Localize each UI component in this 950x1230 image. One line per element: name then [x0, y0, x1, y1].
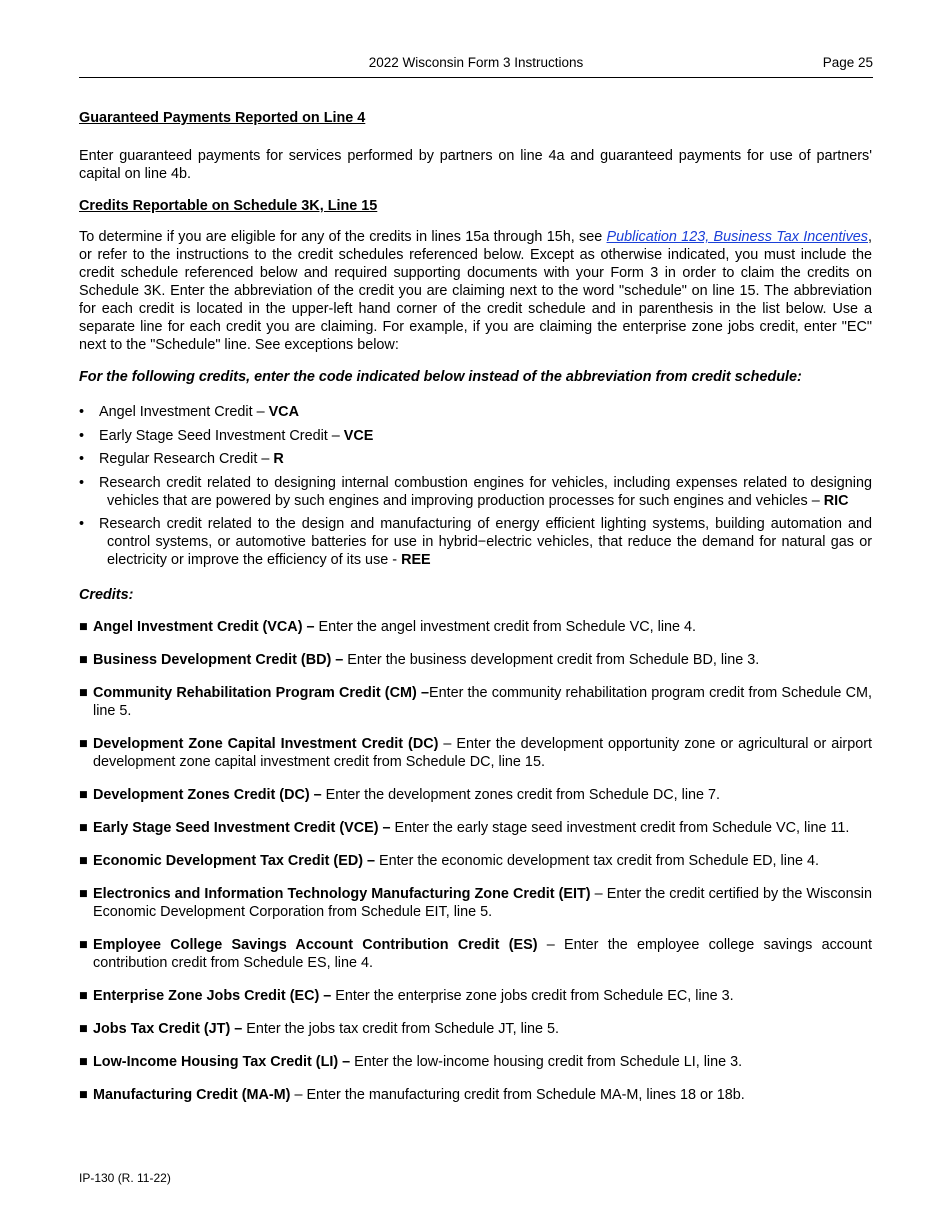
credits-list [79, 618, 872, 1104]
square-bullet-icon: ■ [79, 852, 88, 869]
page-content [79, 109, 872, 1119]
square-bullet-icon: ■ [79, 651, 88, 668]
credits-heading: Credits: [79, 586, 134, 603]
credit-item-ed: ■ Economic Development Tax Credit (ED) – Enter the economic development tax credit from Schedule ED, line 4. [79, 852, 819, 869]
square-bullet-icon: ■ [79, 1086, 88, 1103]
bullet-icon: • [79, 404, 85, 420]
square-bullet-icon: ■ [79, 1053, 88, 1070]
square-bullet-icon: ■ [79, 618, 88, 635]
credit-code: VCE [343, 427, 374, 444]
square-bullet-icon: ■ [79, 987, 88, 1004]
bullet-icon: • [79, 427, 85, 444]
square-bullet-icon: ■ [79, 786, 88, 803]
credit-item-eit: ■ Electronics and Information Technology Manufacturing Zone Credit (EIT) – Enter the credit certified by the Wisconsin Economic Development Corporation from Schedule EIT, line 5. [79, 885, 872, 920]
list-item: • Research credit related to designing internal combustion engines for vehicles, including expenses related to designing vehicles that are powered by such engines and improving production processes for such engines and vehicles – RIC [79, 474, 872, 509]
list-item: • Regular Research Credit – R [79, 451, 284, 467]
credit-code: VCA [268, 404, 299, 420]
credit-item-li: ■ Low-Income Housing Tax Credit (LI) – Enter the low-income housing credit from Schedule LI, line 3. [79, 1053, 743, 1070]
square-bullet-icon: ■ [79, 885, 88, 902]
credit-item-jt: ■ Jobs Tax Credit (JT) – Enter the jobs tax credit from Schedule JT, line 5. [79, 1020, 560, 1037]
credit-item-vca: ■ Angel Investment Credit (VCA) – Enter the angel investment credit from Schedule VC, line 4. [79, 618, 697, 635]
section-heading-credits-reportable: Credits Reportable on Schedule 3K, Line 15 [79, 198, 378, 214]
credit-item-bd: ■ Business Development Credit (BD) – Enter the business development credit from Schedule BD, line 3. [79, 651, 760, 668]
credits-intro-paragraph [79, 228, 872, 354]
credit-item-ec: ■ Enterprise Zone Jobs Credit (EC) – Enter the enterprise zone jobs credit from Schedule EC, line 3. [79, 987, 734, 1004]
square-bullet-icon: ■ [79, 735, 88, 752]
bullet-icon: • [79, 474, 85, 491]
credit-code: RIC [823, 492, 849, 509]
page-header [79, 55, 873, 78]
credit-item-cm: ■ Community Rehabilitation Program Credit (CM) –Enter the community rehabilitation program credit from Schedule CM, line 5. [79, 684, 872, 719]
credit-item-ma-m: ■ Manufacturing Credit (MA-M) – Enter the manufacturing credit from Schedule MA-M, lines 18 or 18b. [79, 1086, 745, 1103]
credit-item-es: ■ Employee College Savings Account Contribution Credit (ES) – Enter the employee college savings account contribution credit from Schedule ES, line 4. [79, 936, 872, 971]
credit-item-dc-capital: ■ Development Zone Capital Investment Credit (DC) – Enter the development opportunity zone or agricultural or airport development zone capital investment credit from Schedule DC, line 15. [79, 735, 872, 770]
page-number: Page 25 [822, 55, 873, 70]
square-bullet-icon: ■ [79, 819, 88, 836]
list-item: • Research credit related to the design and manufacturing of energy efficient lighting systems, building automation and control systems, or automotive batteries for use in hybrid−electric vehicles, that reduce the demand for natural gas or electricity or improve the efficiency of its use - REE [79, 516, 872, 568]
intro-text-start: To determine if you are eligible for any of the credits in lines 15a through 15h, see [79, 229, 607, 245]
intro-text-end: , or refer to the instructions to the credit schedules referenced below. Except as otherwise indicated, you must include the credit schedule referenced below and required supporting documents with your Form 3 in order to claim the credits on Schedule 3K. Enter the abbreviation of the credit you are claiming next to the word "schedule" on line 15. The abbreviation for each credit is located in the upper-left hand corner of the credit schedule and in parenthesis in the list below. Use a separate line for each credit you are claiming. For example, if you are claiming the enterprise zone jobs credit, enter "EC" next to the "Schedule" line. See exceptions below: [79, 229, 872, 353]
credit-item-dc-zones: ■ Development Zones Credit (DC) – Enter the development zones credit from Schedule DC, line 7. [79, 786, 721, 803]
section-heading-guaranteed-payments: Guaranteed Payments Reported on Line 4 [79, 110, 366, 126]
publication-123-link[interactable]: Publication 123, Business Tax Incentives [606, 229, 868, 245]
square-bullet-icon: ■ [79, 684, 88, 701]
document-title: 2022 Wisconsin Form 3 Instructions [368, 55, 584, 70]
square-bullet-icon: ■ [79, 1020, 88, 1037]
square-bullet-icon: ■ [79, 936, 88, 953]
credit-code: R [273, 451, 284, 467]
code-list [79, 403, 872, 569]
list-item: • Angel Investment Credit – VCA [79, 404, 299, 420]
credit-code: REE [401, 552, 431, 568]
form-id-footer: IP-130 (R. 11-22) [79, 1171, 171, 1185]
list-item: • Early Stage Seed Investment Credit – VCE [79, 427, 374, 444]
bullet-icon: • [79, 516, 85, 532]
guaranteed-payments-text: Enter guaranteed payments for services performed by partners on line 4a and guaranteed payments for use of partners' capital on line 4b. [79, 148, 872, 182]
credit-item-vce: ■ Early Stage Seed Investment Credit (VCE) – Enter the early stage seed investment credit from Schedule VC, line 11. [79, 819, 850, 836]
bullet-icon: • [79, 451, 85, 467]
codes-heading: For the following credits, enter the code indicated below instead of the abbreviation from credit schedule: [79, 369, 802, 385]
